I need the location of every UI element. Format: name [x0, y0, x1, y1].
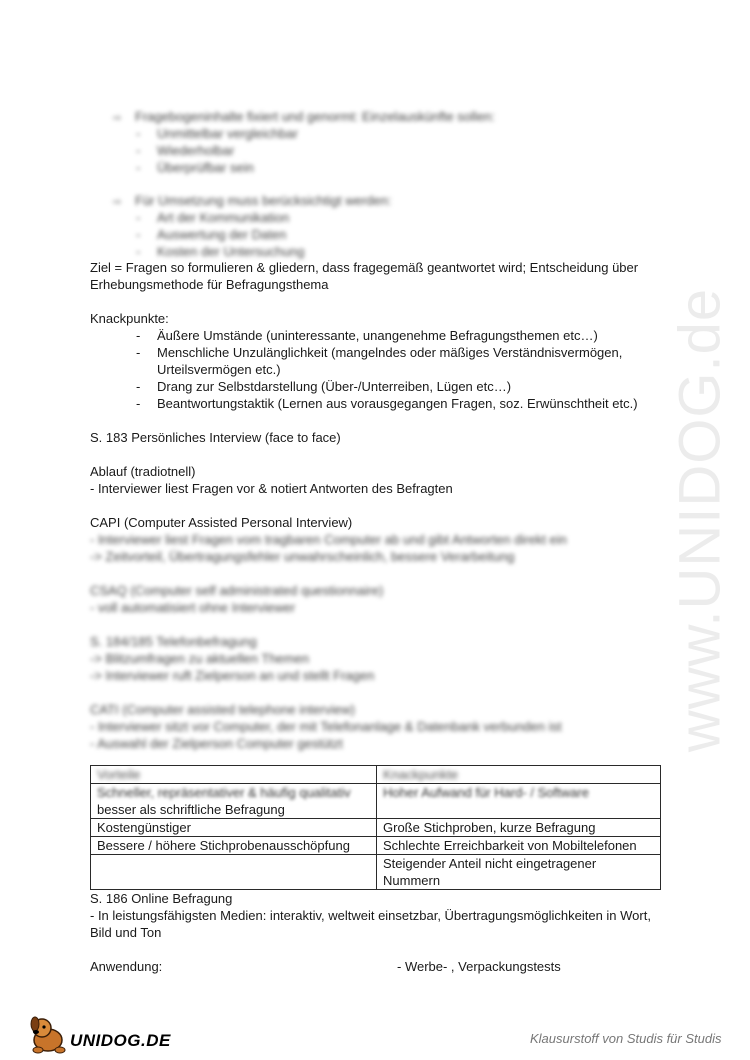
- table-header-row: [91, 766, 661, 784]
- blurred-subitem: Wiederholbar: [157, 143, 235, 158]
- table-header-cell: Knackpunkte: [377, 766, 661, 784]
- dash: -: [136, 227, 141, 242]
- dash: -: [136, 210, 141, 225]
- footer-tagline: Klausurstoff von Studis für Studis: [530, 1031, 722, 1046]
- list-item: Äußere Umstände (uninteressante, unangenehme Befragungsthemen etc…): [157, 328, 598, 343]
- table-row: [91, 837, 661, 855]
- blurred-line: CATI (Computer assisted telephone interview): [90, 702, 355, 717]
- blurred-line: -> Blitzumfragen zu aktuellen Themen: [90, 651, 310, 666]
- capi-heading: CAPI (Computer Assisted Personal Interview): [90, 515, 353, 530]
- bullet-arrow-icon: ⇨: [113, 113, 122, 124]
- blurred-subitem: Art der Kommunikation: [157, 210, 290, 225]
- ablauf-line: - Interviewer liest Fragen vor & notiert Antworten des Befragten: [90, 481, 453, 496]
- blurred-line: - voll automatisiert ohne Interviewer: [90, 600, 296, 615]
- table-cell: Schneller, repräsentativer & häufig qualitativ besser als schriftliche Befragung: [91, 784, 377, 819]
- logo-text: UNIDOG.DE: [70, 1031, 171, 1050]
- blurred-line: - Auswahl der Zielperson Computer gestützt: [90, 736, 343, 751]
- blurred-line: - Interviewer sitzt vor Computer, der mit Telefonanlage & Datenbank verbunden ist: [90, 719, 562, 734]
- online-line-2: Bild und Ton: [90, 925, 162, 940]
- blurred-subitem: Auswertung der Daten: [157, 227, 287, 242]
- watermark: www.UNIDOG.de: [667, 287, 733, 753]
- bullet-arrow-icon: ⇨: [113, 197, 122, 208]
- list-item: Drang zur Selbstdarstellung (Über-/Unterreiben, Lügen etc…): [157, 379, 512, 394]
- goal-line-2: Erhebungsmethode für Befragungsthema: [90, 277, 329, 292]
- dash: -: [136, 345, 141, 360]
- blurred-item: Fragebogeninhalte fixiert und genormt: Einzelauskünfte sollen:: [135, 109, 495, 124]
- blurred-line: -> Zeitvorteil, Übertragungsfehler unwahrscheinlich, bessere Verarbeitung: [90, 549, 515, 564]
- table-cell: Schlechte Erreichbarkeit von Mobiltelefonen: [377, 837, 661, 855]
- section-heading: S. 186 Online Befragung: [90, 891, 233, 906]
- goal-line-1: Ziel = Fragen so formulieren & gliedern, dass fragegemäß geantwortet wird; Entscheidung über: [90, 260, 639, 275]
- dash: -: [136, 328, 141, 343]
- blurred-subitem: Überprüfbar sein: [157, 160, 254, 175]
- table-cell: Kostengünstiger: [91, 819, 377, 837]
- table-header-cell: Vorteile: [91, 766, 377, 784]
- table-row: [91, 819, 661, 837]
- blurred-line: - Interviewer liest Fragen vom tragbaren Computer ab und gibt Antworten direkt ein: [90, 532, 567, 547]
- blurred-line: -> Interviewer ruft Zielperson an und stellt Fragen: [90, 668, 375, 683]
- comparison-table: [90, 765, 661, 890]
- table-cell: Bessere / höhere Stichprobenausschöpfung: [91, 837, 377, 855]
- blurred-subitem: Kosten der Untersuchung: [157, 244, 305, 259]
- list-item: Beantwortungstaktik (Lernen aus vorausgegangen Fragen, soz. Erwünschtheit etc.): [157, 396, 638, 411]
- dash: -: [136, 126, 141, 141]
- table-cell: Steigender Anteil nicht eingetragener Nummern: [377, 855, 661, 890]
- blurred-line: S. 184/185 Telefonbefragung: [90, 634, 257, 649]
- table-cell: Hoher Aufwand für Hard- / Software: [377, 784, 661, 819]
- online-line-1: - In leistungsfähigsten Medien: interaktiv, weltweit einsetzbar, Übertragungsmöglichkeiten in Wort,: [90, 908, 651, 923]
- table-row: [91, 784, 661, 819]
- section-heading: S. 183 Persönliches Interview (face to face): [90, 430, 341, 445]
- anwendung-label: Anwendung:: [90, 959, 163, 974]
- list-item: Menschliche Unzulänglichkeit (mangelndes oder mäßiges Verständnisvermögen,: [157, 345, 623, 360]
- blurred-item: Für Umsetzung muss berücksichtigt werden:: [135, 193, 392, 208]
- table-cell: Große Stichproben, kurze Befragung: [377, 819, 661, 837]
- list-item-cont: Urteilsvermögen etc.): [157, 362, 281, 377]
- dash: -: [136, 143, 141, 158]
- blurred-subitem: Unmittelbar vergleichbar: [157, 126, 298, 141]
- dash: -: [136, 379, 141, 394]
- table-row: [91, 855, 661, 890]
- dash: -: [136, 244, 141, 259]
- ablauf-heading: Ablauf (tradiotnell): [90, 464, 196, 479]
- blurred-line: CSAQ (Computer self administrated questionnaire): [90, 583, 384, 598]
- anwendung-value: - Werbe- , Verpackungstests: [397, 959, 561, 974]
- table-cell-cont: besser als schriftliche Befragung: [97, 802, 285, 817]
- dash: -: [136, 396, 141, 411]
- knackpunkte-heading: Knackpunkte:: [90, 311, 169, 326]
- table-cell: [91, 855, 377, 890]
- dash: -: [136, 160, 141, 175]
